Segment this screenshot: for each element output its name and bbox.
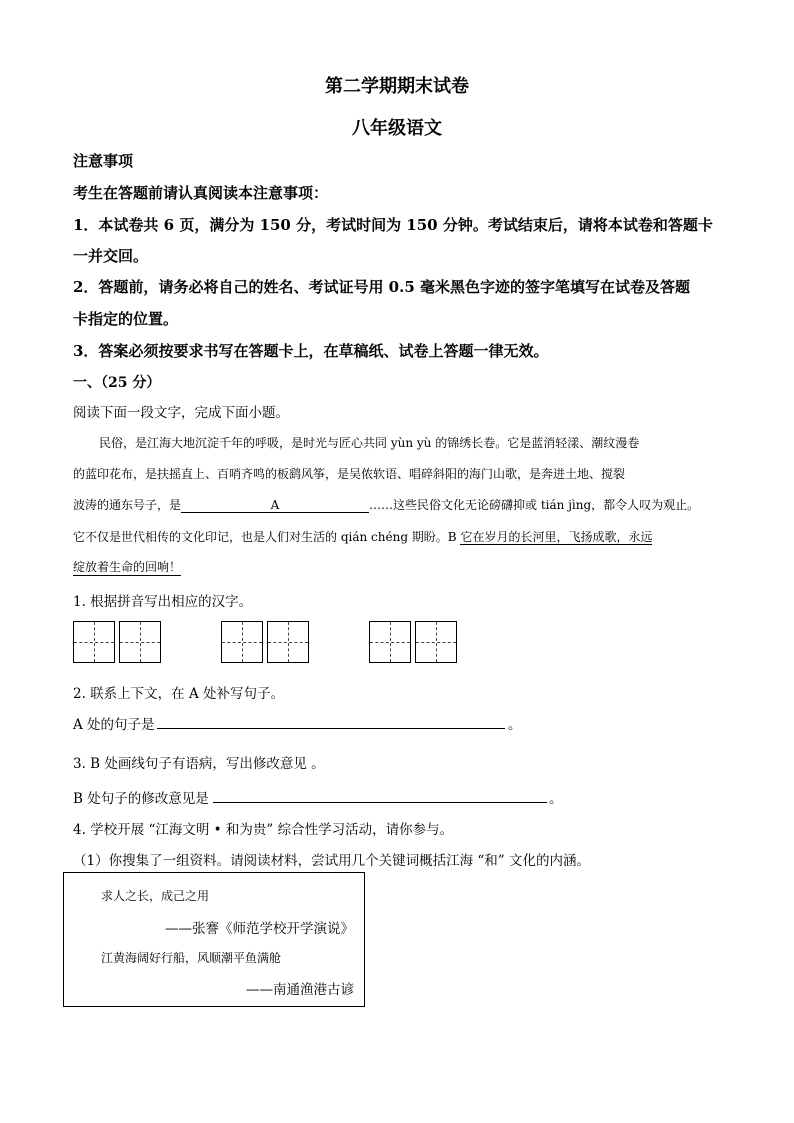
grid-cell[interactable] (369, 621, 411, 663)
material-source-2: ——南通渔港古谚 (246, 982, 354, 998)
page-subtitle: 八年级语文 (352, 118, 442, 139)
passage-line-3-start: 波涛的通东号子，是 (73, 498, 182, 512)
notice-item-2-line-1: 2．答题前，请务必将自己的姓名、考试证号用 0.5 毫米黑色字迹的签字笔填写在试卷及答题 (73, 278, 690, 296)
answer-grid-1 (73, 621, 165, 663)
question-3-answer-line[interactable] (213, 802, 547, 803)
material-quote-2: 江黄海阔好行船，风顺潮平鱼满舱 (101, 951, 282, 965)
page-title: 第二学期期末试卷 (325, 76, 469, 97)
passage-line-3 (73, 496, 699, 513)
grid-cell[interactable] (415, 621, 457, 663)
notice-item-1-line-1: 1．本试卷共 6 页，满分为 150 分，考试时间为 150 分钟。考试结束后，请将本试卷和答题卡 (73, 216, 713, 234)
underlined-sentence-part-1: 它在岁月的长河里，飞扬成歌，永远 (460, 530, 653, 544)
section-heading: 一、（25 分） (73, 375, 161, 391)
grid-cell[interactable] (221, 621, 263, 663)
material-box (63, 872, 365, 1007)
question-2-answer-line[interactable] (157, 728, 505, 729)
notice-heading: 注意事项 (73, 152, 134, 170)
notice-intro: 考生在答题前请认真阅读本注意事项： (73, 184, 329, 202)
question-4: 4. 学校开展 “江海文明 • 和为贵” 综合性学习活动，请你参与。 (73, 822, 454, 838)
question-2-answer-label: A 处的句子是 (73, 717, 155, 733)
grid-cell[interactable] (267, 621, 309, 663)
question-2: 2. 联系上下文，在 A 处补写句子。 (73, 686, 285, 702)
answer-grid-2 (221, 621, 313, 663)
blank-a-label: A (270, 498, 280, 512)
grid-cell[interactable] (73, 621, 115, 663)
passage-line-1: 民俗，是江海大地沉淀千年的呼吸，是时光与匠心共同 yùn yù 的锦绣长卷。它是蓝消轻漾、潮纹漫卷 (99, 436, 640, 450)
passage-line-4-start: 它不仅是世代相传的文化印记，也是人们对生活的 qián chéng 期盼。B (73, 530, 461, 544)
question-3-answer-label: B 处句子的修改意见是 (73, 791, 209, 807)
passage-line-2: 的蓝印花布，是扶摇直上、百哨齐鸣的板鹞风筝，是吴侬软语、唱碎斜阳的海门山歌，是奔进土地、搅裂 (73, 467, 626, 481)
notice-item-3: 3．答案必须按要求书写在答题卡上，在草稿纸、试卷上答题一律无效。 (73, 342, 549, 360)
material-source-1: ——张謇《师范学校开学演说》 (165, 921, 354, 937)
notice-item-1-line-2: 一并交回。 (73, 247, 149, 265)
blank-a (181, 498, 369, 513)
answer-grid-3 (369, 621, 461, 663)
question-2-answer-end: 。 (508, 717, 522, 733)
underlined-sentence-part-2: 绽放着生命的回响！ (73, 560, 182, 574)
grid-cell[interactable] (119, 621, 161, 663)
notice-item-2-line-2: 卡指定的位置。 (73, 310, 179, 328)
material-quote-1: 求人之长，成己之用 (101, 889, 210, 903)
passage-line-4 (73, 528, 652, 545)
question-3: 3. B 处画线句子有语病，写出修改意见 。 (73, 756, 325, 772)
question-4-part-1: （1）你搜集了一组资料。请阅读材料，尝试用几个关键词概括江海 “和” 文化的内涵。 (73, 853, 590, 869)
reading-instruction: 阅读下面一段文字，完成下面小题。 (73, 405, 289, 421)
question-1: 1. 根据拼音写出相应的汉字。 (73, 594, 253, 610)
question-3-answer-end: 。 (549, 791, 563, 807)
passage-line-3-end: ……这些民俗文化无论磅礴抑或 tián jìng，都令人叹为观止。 (369, 498, 700, 512)
